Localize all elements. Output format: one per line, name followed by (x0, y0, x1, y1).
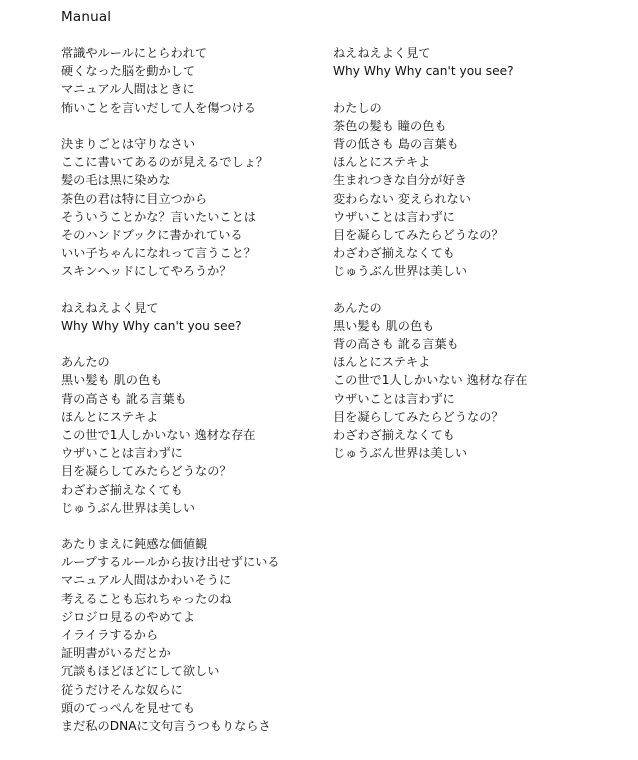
lyric-stanza (333, 99, 527, 281)
lyric-line: ほんとにステキよ (333, 155, 431, 170)
lyric-line: 変わらない 変えられない (333, 191, 471, 206)
lyric-line: イライラするから (61, 628, 159, 642)
lyric-line: マニュアル人間はかわいそうに (61, 573, 232, 588)
lyric-line: スキンヘッドにしてやろうか？ (61, 264, 232, 279)
lyric-stanza (333, 44, 527, 80)
lyric-line: じゅうぶん世界は美しい (333, 264, 468, 279)
lyrics-right-column (333, 44, 527, 481)
lyric-line: ジロジロ見るのやめてよ (61, 609, 196, 624)
lyric-line: 目を凝らしてみたらどうなの？ (333, 409, 504, 424)
lyric-line: 考えることも忘れちゃったのね (61, 591, 232, 606)
lyric-line: 茶色の髪も 瞳の色も (333, 118, 447, 133)
lyric-line: あんたの (333, 300, 382, 315)
lyric-line: 目を凝らしてみたらどうなの？ (333, 227, 504, 242)
lyric-line: 硬くなった脳を動かして (61, 64, 196, 79)
lyric-line: Why Why Why can't you see? (61, 318, 242, 333)
lyric-line: じゅうぶん世界は美しい (333, 446, 468, 461)
lyric-line: ほんとにステキよ (333, 355, 431, 370)
lyric-line: この世で1人しかいない 逸材な存在 (333, 373, 528, 388)
lyric-line: ループするルールから抜け出せずにいる (61, 555, 280, 570)
lyric-line: そのハンドブックに書かれている (61, 227, 243, 242)
lyrics-left-column (61, 44, 280, 753)
lyric-line: 茶色の君は特に目立つから (61, 191, 208, 206)
lyric-line: この世で1人しかいない 逸材な存在 (61, 427, 256, 442)
lyric-line: わざわざ揃えなくても (333, 427, 455, 442)
lyric-line: ねえねえよく見て (333, 46, 431, 60)
lyric-line: あんたの (61, 355, 110, 370)
lyric-line: ウザいことは言わずに (333, 391, 455, 406)
lyric-stanza (61, 535, 280, 735)
lyric-stanza (61, 44, 280, 117)
lyric-stanza (61, 353, 280, 517)
lyric-line: 黒い髪も 肌の色も (61, 373, 163, 388)
lyric-line: 背の高さも 訛る言葉も (333, 337, 459, 351)
lyric-line: 黒い髪も 肌の色も (333, 318, 435, 333)
lyric-line: ウザいことは言わずに (61, 446, 183, 461)
lyric-stanza (61, 299, 280, 335)
lyric-stanza (61, 135, 280, 281)
lyric-line: 生まれつきな自分が好き (333, 173, 467, 188)
lyric-line: ウザいことは言わずに (333, 209, 455, 224)
lyric-line: 頭のてっぺんを見せても (61, 700, 196, 715)
lyric-line: 目を凝らしてみたらどうなの？ (61, 464, 232, 479)
lyric-line: Why Why Why can't you see? (333, 64, 514, 79)
lyric-line: ほんとにステキよ (61, 409, 159, 424)
document-title: Manual (61, 9, 112, 25)
lyric-line: そういうことかな？言いたいことは (61, 209, 256, 224)
lyric-line: 冗談もほどほどにして欲しい (61, 664, 220, 679)
lyric-line: 証明書がいるだとか (61, 646, 171, 661)
lyric-line: いい子ちゃんになれって言うこと？ (61, 246, 256, 261)
lyric-line: 決まりごとは守りなさい (61, 136, 196, 151)
lyric-line: じゅうぶん世界は美しい (61, 500, 196, 515)
lyric-line: わざわざ揃えなくても (61, 482, 183, 497)
lyric-line: あたりまえに鈍感な価値観 (61, 537, 208, 552)
lyric-line: わたしの (333, 100, 382, 115)
lyric-line: まだ私のDNAに文句言うつもりならさ (61, 718, 271, 733)
lyric-line: 怖いことを言いだして人を傷つける (61, 100, 256, 115)
lyric-line: ここに書いてあるのが見えるでしょ？ (61, 155, 269, 170)
lyric-line: ねえねえよく見て (61, 300, 159, 315)
lyric-stanza (333, 299, 527, 463)
lyric-line: マニュアル人間はときに (61, 82, 195, 97)
lyric-line: 従うだけそんな奴らに (61, 682, 183, 697)
lyric-line: わざわざ揃えなくても (333, 246, 455, 261)
lyric-line: 髪の毛は黒に染めな (61, 173, 171, 188)
lyric-line: 背の高さも 訛る言葉も (61, 391, 187, 406)
lyric-line: 常識やルールにとらわれて (61, 46, 208, 60)
lyric-line: 背の低さも 島の言葉も (333, 136, 459, 151)
